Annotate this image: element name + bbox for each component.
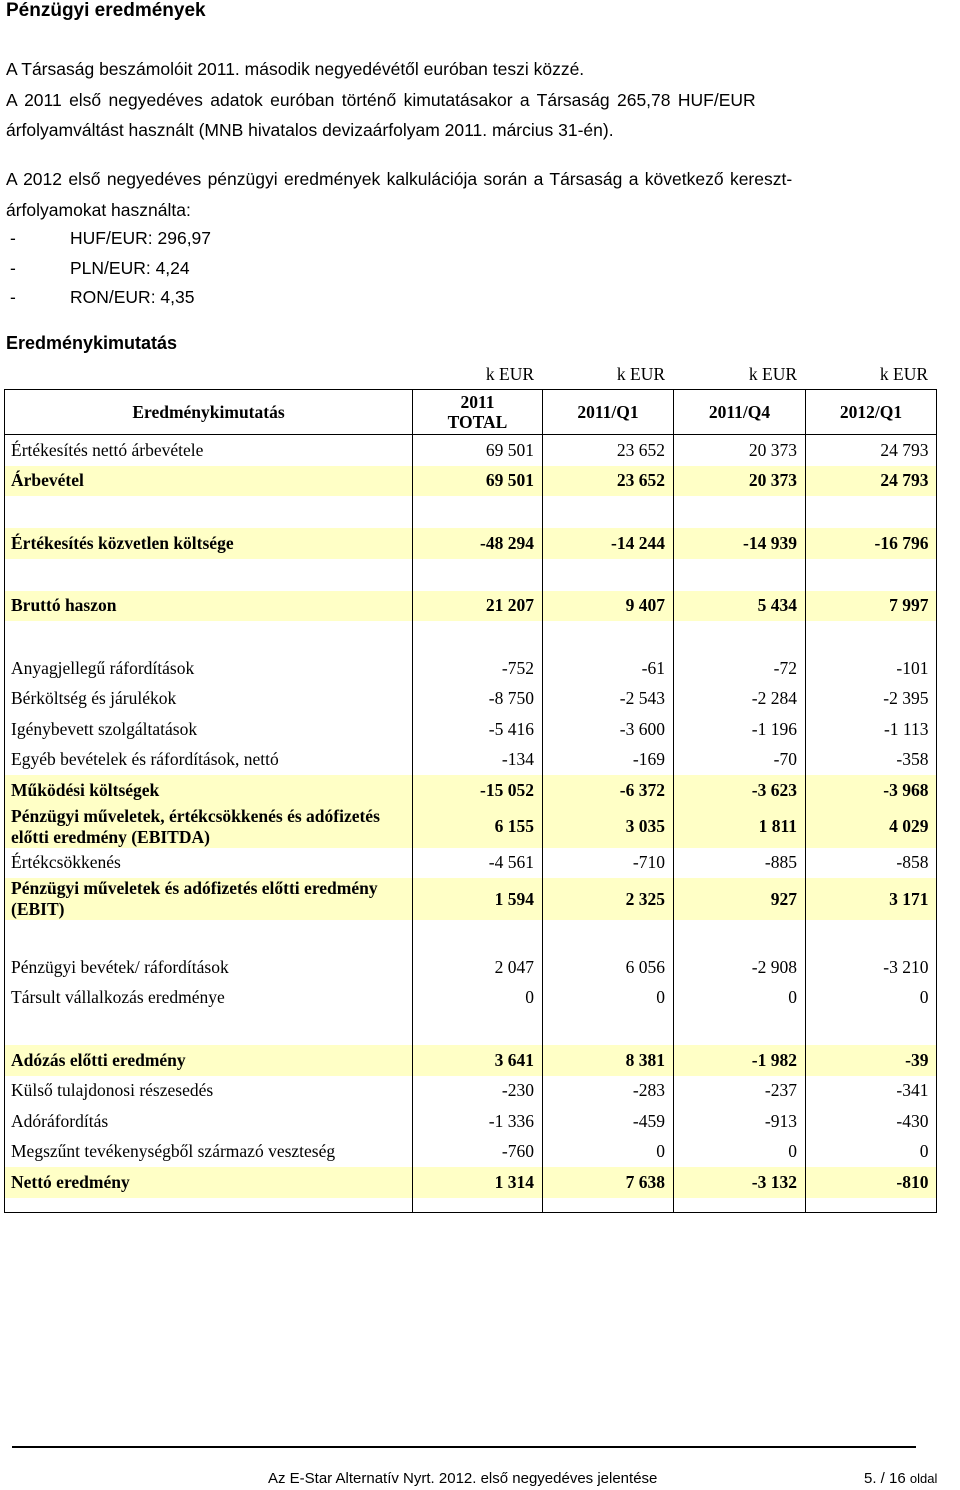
value-cell: -810	[806, 1167, 937, 1198]
value-cell: -3 132	[674, 1167, 806, 1198]
empty-cell	[674, 559, 806, 591]
value-cell: -16 796	[806, 528, 937, 559]
value-cell: 1 594	[413, 878, 543, 920]
footer-page-number	[864, 1470, 937, 1487]
value-cell: 24 793	[806, 466, 937, 497]
table-row	[5, 591, 937, 622]
empty-cell	[543, 559, 674, 591]
value-cell: 69 501	[413, 466, 543, 497]
value-cell: 23 652	[543, 466, 674, 497]
row-label: Adózás előtti eredmény	[5, 1045, 413, 1076]
value-cell: -134	[413, 745, 543, 776]
table-row	[5, 528, 937, 559]
table-row	[5, 466, 937, 497]
empty-cell	[674, 496, 806, 528]
value-cell: -858	[806, 848, 937, 879]
value-cell: -1 982	[674, 1045, 806, 1076]
row-label: Társult vállalkozás eredménye	[5, 983, 413, 1014]
value-cell: -710	[543, 848, 674, 879]
table-row	[5, 1137, 937, 1168]
value-cell: 0	[674, 983, 806, 1014]
value-cell: 24 793	[806, 435, 937, 466]
intro-paragraph	[6, 54, 756, 146]
value-cell: -752	[413, 653, 543, 684]
value-cell: -341	[806, 1076, 937, 1107]
text-line: A Társaság beszámolóit 2011. második negyedévétől euróban teszi közzé.	[6, 59, 585, 79]
empty-cell	[5, 920, 413, 952]
value-cell: 7 997	[806, 591, 937, 622]
value-cell: -2 395	[806, 684, 937, 715]
table-row	[5, 435, 937, 466]
empty-cell	[806, 559, 937, 591]
row-label: Adóráfordítás	[5, 1106, 413, 1137]
value-cell: -70	[674, 745, 806, 776]
empty-cell	[674, 621, 806, 653]
page-number: 5. / 16	[864, 1470, 906, 1487]
row-label: Külső tulajdonosi részesedés	[5, 1076, 413, 1107]
list-item	[10, 224, 211, 254]
value-cell: -237	[674, 1076, 806, 1107]
list-item	[10, 254, 211, 284]
table-header-row	[5, 390, 937, 435]
empty-cell	[413, 1013, 543, 1045]
table-row	[5, 878, 937, 920]
value-cell: -3 623	[674, 775, 806, 806]
table-row	[5, 983, 937, 1014]
value-cell: -48 294	[413, 528, 543, 559]
row-label: Bruttó haszon	[5, 591, 413, 622]
value-cell: -1 113	[806, 714, 937, 745]
empty-cell	[806, 621, 937, 653]
value-cell: 21 207	[413, 591, 543, 622]
spacer-row	[5, 621, 937, 653]
value-cell: -4 561	[413, 848, 543, 879]
empty-cell	[806, 920, 937, 952]
value-cell: 69 501	[413, 435, 543, 466]
value-cell: -1 196	[674, 714, 806, 745]
unit-row	[412, 360, 936, 388]
table-row	[5, 1045, 937, 1076]
value-cell: 7 638	[543, 1167, 674, 1198]
value-cell: -39	[806, 1045, 937, 1076]
value-cell: 5 434	[674, 591, 806, 622]
row-label: Megszűnt tevékenységből származó veszteség	[5, 1137, 413, 1168]
page-heading: Pénzügyi eredmények	[6, 0, 206, 21]
value-cell: -885	[674, 848, 806, 879]
list-dash: -	[10, 257, 16, 278]
section-title: Eredménykimutatás	[6, 333, 178, 353]
value-cell: -913	[674, 1106, 806, 1137]
spacer-row	[5, 496, 937, 528]
header-col: 2012/Q1	[806, 390, 937, 435]
list-dash: -	[10, 287, 16, 307]
text-line: A 2012 első negyedéves pénzügyi eredmények kalkulációja során a Társaság a következő kereszt-	[6, 169, 793, 189]
value-cell: -61	[543, 653, 674, 684]
value-cell: 0	[806, 983, 937, 1014]
list-dash: -	[10, 228, 16, 248]
table-row	[5, 775, 937, 806]
value-cell: 8 381	[543, 1045, 674, 1076]
row-label: Pénzügyi bevétek/ ráfordítások	[5, 952, 413, 983]
value-cell: -459	[543, 1106, 674, 1137]
rate-text: HUF/EUR: 296,97	[70, 228, 212, 248]
unit-label: k EUR	[485, 363, 534, 384]
row-label: Bérköltség és járulékok	[5, 684, 413, 715]
header-col: 2011/Q1	[543, 390, 674, 435]
value-cell: -3 968	[806, 775, 937, 806]
value-cell: -101	[806, 653, 937, 684]
footer-title: Az E-Star Alternatív Nyrt. 2012. első negyedéves jelentése	[268, 1470, 658, 1487]
row-label: Igénybevett szolgáltatások	[5, 714, 413, 745]
text-line: árfolyamokat használta:	[6, 199, 191, 220]
table-row	[5, 684, 937, 715]
value-cell: -6 372	[543, 775, 674, 806]
value-cell: 20 373	[674, 466, 806, 497]
table-row	[5, 806, 937, 848]
header-total-year: 2011	[460, 392, 495, 412]
empty-cell	[413, 920, 543, 952]
spacer-row	[5, 559, 937, 591]
value-cell: 0	[413, 983, 543, 1014]
empty-cell	[806, 496, 937, 528]
text-line: A 2011 első negyedéves adatok euróban történő kimutatásakor a Társaság 265,78 HUF/EUR	[6, 89, 756, 110]
text-line: árfolyamváltást használt (MNB hivatalos devizaárfolyam 2011. március 31-én).	[6, 120, 614, 140]
table-row	[5, 1106, 937, 1137]
value-cell: 3 035	[543, 806, 674, 848]
table-row	[5, 848, 937, 879]
value-cell: 927	[674, 878, 806, 920]
rate-text: PLN/EUR: 4,24	[70, 257, 190, 278]
table-row	[5, 1076, 937, 1107]
value-cell: -8 750	[413, 684, 543, 715]
row-label: Működési költségek	[5, 775, 413, 806]
value-cell: -72	[674, 653, 806, 684]
value-cell: -2 543	[543, 684, 674, 715]
empty-cell	[543, 920, 674, 952]
value-cell: -230	[413, 1076, 543, 1107]
empty-cell	[543, 496, 674, 528]
value-cell: -430	[806, 1106, 937, 1137]
value-cell: 6 056	[543, 952, 674, 983]
table-row	[5, 653, 937, 684]
footer-rule	[12, 1446, 916, 1448]
value-cell: 9 407	[543, 591, 674, 622]
table-row	[5, 1167, 937, 1198]
value-cell: -5 416	[413, 714, 543, 745]
value-cell: 4 029	[806, 806, 937, 848]
empty-cell	[413, 621, 543, 653]
income-statement-table	[4, 389, 937, 1198]
spacer-row	[5, 1013, 937, 1045]
empty-cell	[5, 496, 413, 528]
value-cell: -2 284	[674, 684, 806, 715]
empty-cell	[543, 1013, 674, 1045]
value-cell: 23 652	[543, 435, 674, 466]
value-cell: 3 171	[806, 878, 937, 920]
row-label: Anyagjellegű ráfordítások	[5, 653, 413, 684]
row-label: Egyéb bevételek és ráfordítások, nettó	[5, 745, 413, 776]
value-cell: 0	[543, 1137, 674, 1168]
header-label: Eredménykimutatás	[5, 390, 413, 435]
value-cell: 2 325	[543, 878, 674, 920]
row-label: Pénzügyi műveletek, értékcsökkenés és adófizetés előtti eredmény (EBITDA)	[5, 806, 413, 848]
spacer-row	[5, 920, 937, 952]
value-cell: 2 047	[413, 952, 543, 983]
rates-paragraph	[6, 164, 792, 225]
unit-label: k EUR	[748, 363, 797, 384]
empty-cell	[413, 559, 543, 591]
empty-cell	[5, 1013, 413, 1045]
row-label: Nettó eredmény	[5, 1167, 413, 1198]
value-cell: -2 908	[674, 952, 806, 983]
header-total	[413, 390, 543, 435]
empty-cell	[5, 621, 413, 653]
value-cell: -760	[413, 1137, 543, 1168]
value-cell: -14 939	[674, 528, 806, 559]
value-cell: 1 314	[413, 1167, 543, 1198]
value-cell: 0	[674, 1137, 806, 1168]
page-suffix: oldal	[909, 1471, 938, 1486]
empty-cell	[806, 1013, 937, 1045]
row-label: Pénzügyi műveletek és adófizetés előtti eredmény (EBIT)	[5, 878, 413, 920]
empty-cell	[5, 559, 413, 591]
empty-cell	[674, 1013, 806, 1045]
header-total-label: TOTAL	[447, 412, 508, 432]
value-cell: 0	[543, 983, 674, 1014]
table-row	[5, 714, 937, 745]
value-cell: 6 155	[413, 806, 543, 848]
unit-label: k EUR	[879, 363, 928, 384]
value-cell: 3 641	[413, 1045, 543, 1076]
value-cell: -1 336	[413, 1106, 543, 1137]
empty-cell	[413, 496, 543, 528]
unit-label: k EUR	[616, 363, 665, 384]
value-cell: 1 811	[674, 806, 806, 848]
row-label: Árbevétel	[5, 466, 413, 497]
empty-cell	[543, 621, 674, 653]
row-label: Értékesítés nettó árbevétele	[5, 435, 413, 466]
value-cell: 20 373	[674, 435, 806, 466]
header-col: 2011/Q4	[674, 390, 806, 435]
table-row	[5, 745, 937, 776]
value-cell: -3 210	[806, 952, 937, 983]
value-cell: -358	[806, 745, 937, 776]
row-label: Értékesítés közvetlen költsége	[5, 528, 413, 559]
value-cell: -169	[543, 745, 674, 776]
rate-text: RON/EUR: 4,35	[70, 287, 195, 307]
table-row	[5, 952, 937, 983]
empty-cell	[674, 920, 806, 952]
value-cell: -15 052	[413, 775, 543, 806]
value-cell: -14 244	[543, 528, 674, 559]
exchange-rate-list	[10, 224, 211, 313]
value-cell: -283	[543, 1076, 674, 1107]
value-cell: -3 600	[543, 714, 674, 745]
list-item	[10, 283, 211, 313]
row-label: Értékcsökkenés	[5, 848, 413, 879]
value-cell: 0	[806, 1137, 937, 1168]
